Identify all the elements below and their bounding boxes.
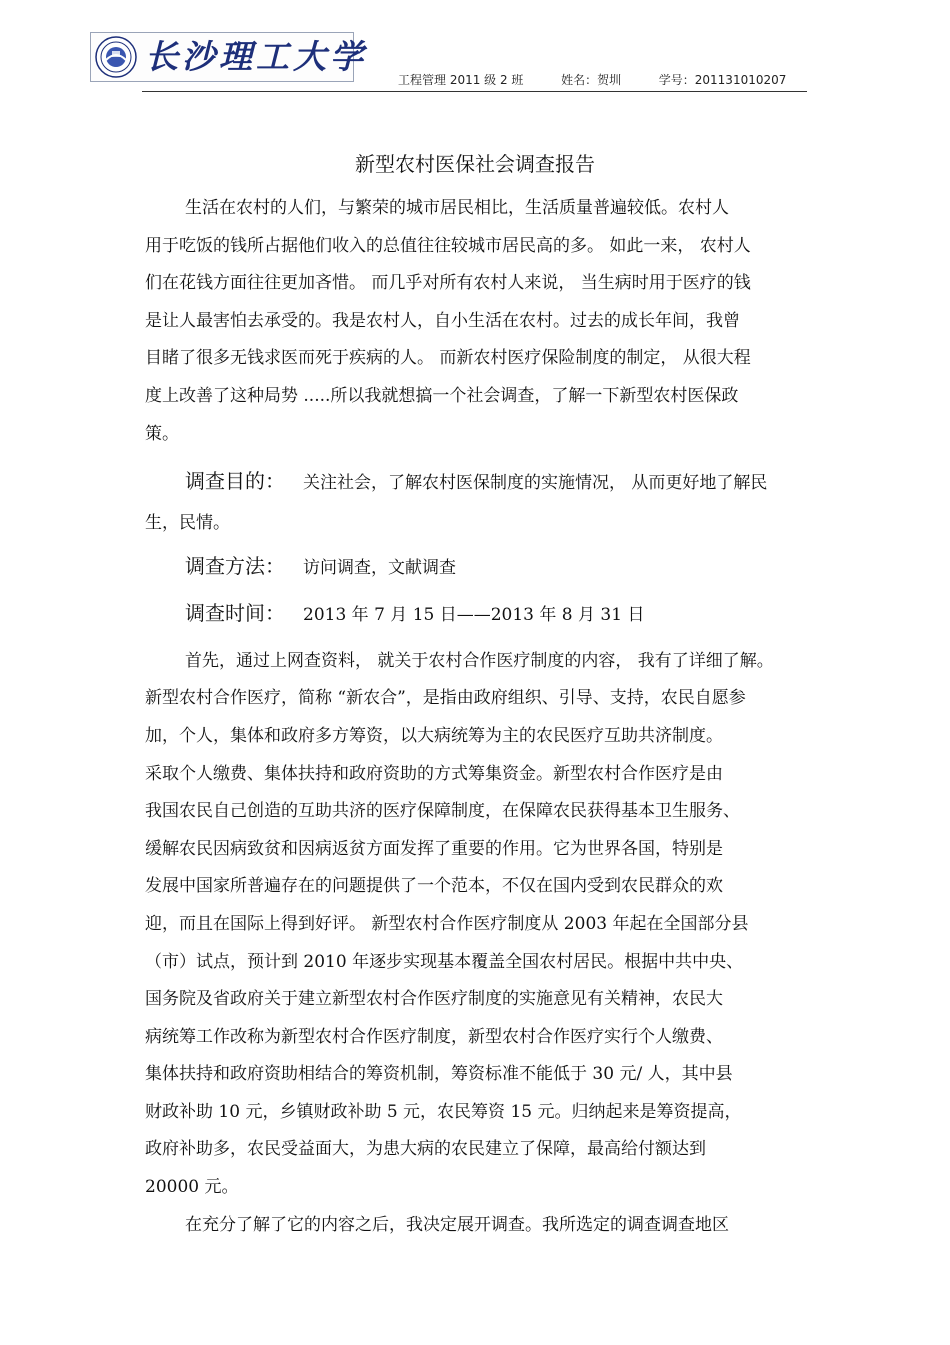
body-line: 我国农民自己创造的互助共济的医疗保障制度，在保障农民获得基本卫生服务、 — [145, 801, 740, 822]
body-line: 迎，而且在国际上得到好评。 新型农村合作医疗制度从 2003 年起在全国部分县 — [145, 913, 749, 934]
method-label: 调查方法： — [185, 553, 285, 578]
body-line: 缓解农民因病致贫和因病返贫方面发挥了重要的作用。它为世界各国，特别是 — [145, 838, 723, 859]
logo-text: 长沙理工大学 — [145, 37, 367, 76]
survey-purpose — [145, 458, 810, 505]
body-line: （市）试点，预计到 2010 年逐步实现基本覆盖全国农村居民。根据中共中央、 — [145, 951, 744, 972]
body-line: 财政补助 10 元，乡镇财政补助 5 元，农民筹资 15 元。归纳起来是筹资提高， — [145, 1101, 742, 1122]
university-seal-icon — [95, 36, 137, 78]
intro-line: 生活在农村的人们，与繁荣的城市居民相比，生活质量普遍较低。农村人 — [185, 198, 729, 218]
body-line: 集体扶持和政府资助相结合的筹资机制，筹资标准不能低于 30 元/ 人，其中县 — [145, 1064, 733, 1085]
survey-method — [145, 543, 810, 590]
intro-line: 用于吃饭的钱所占据他们收入的总值往往较城市居民高的多。 如此一来， 农村人 — [145, 235, 751, 256]
body-line: 20000 元。 — [145, 1177, 239, 1198]
body-line: 政府补助多，农民受益面大，为患大病的农民建立了保障，最高给付额达到 — [145, 1139, 706, 1160]
page-header — [90, 30, 810, 92]
student-info — [398, 71, 786, 88]
intro-line: 度上改善了这种局势 .....所以我就想搞一个社会调查，了解一下新型农村医保政 — [145, 385, 739, 406]
method-text: 访问调查，文献调查 — [303, 557, 456, 578]
body-line: 国务院及省政府关于建立新型农村合作医疗制度的实施意见有关精神，农民大 — [145, 989, 723, 1010]
survey-time — [145, 590, 810, 637]
report-title: 新型农村医保社会调查报告 — [355, 152, 595, 176]
header-rule — [142, 91, 807, 92]
purpose-continuation: 生，民情。 — [145, 513, 230, 534]
body-line: 在充分了解了它的内容之后，我决定展开调查。我所选定的调查调查地区 — [185, 1214, 729, 1235]
time-text: 2013 年 7 月 15 日——2013 年 8 月 31 日 — [303, 604, 645, 625]
body-line: 首先，通过上网查资料， 就关于农村合作医疗制度的内容， 我有了详细了解。 — [185, 650, 774, 671]
report-body — [145, 190, 810, 1244]
body-line: 新型农村合作医疗，简称 “新农合”，是指由政府组织、引导、支持，农民自愿参 — [145, 688, 746, 709]
university-logo — [90, 32, 367, 82]
purpose-label: 调查目的： — [185, 469, 285, 494]
class-info: 工程管理 2011 级 2 班 — [398, 73, 524, 87]
intro-line: 目睹了很多无钱求医而死于疾病的人。 而新农村医疗保险制度的制定， 从很大程 — [145, 348, 751, 369]
body-line: 采取个人缴费、集体扶持和政府资助的方式筹集资金。新型农村合作医疗是由 — [145, 763, 723, 784]
body-line: 加，个人，集体和政府多方筹资，以大病统筹为主的农民医疗互助共济制度。 — [145, 725, 723, 746]
student-name: 姓名：贺圳 — [561, 73, 622, 87]
student-id: 学号：201131010207 — [658, 73, 787, 87]
body-line: 发展中国家所普遍存在的问题提供了一个范本，不仅在国内受到农民群众的欢 — [145, 876, 723, 897]
intro-line: 是让人最害怕去承受的。我是农村人，自小生活在农村。过去的成长年间，我曾 — [145, 310, 740, 331]
body-line: 病统筹工作改称为新型农村合作医疗制度，新型农村合作医疗实行个人缴费、 — [145, 1026, 723, 1047]
intro-line: 们在花钱方面往往更加吝惜。 而几乎对所有农村人来说， 当生病时用于医疗的钱 — [145, 273, 751, 294]
purpose-text: 关注社会，了解农村医保制度的实施情况， 从而更好地了解民 — [303, 473, 768, 494]
intro-line: 策。 — [145, 423, 179, 444]
time-label: 调查时间： — [185, 600, 285, 625]
